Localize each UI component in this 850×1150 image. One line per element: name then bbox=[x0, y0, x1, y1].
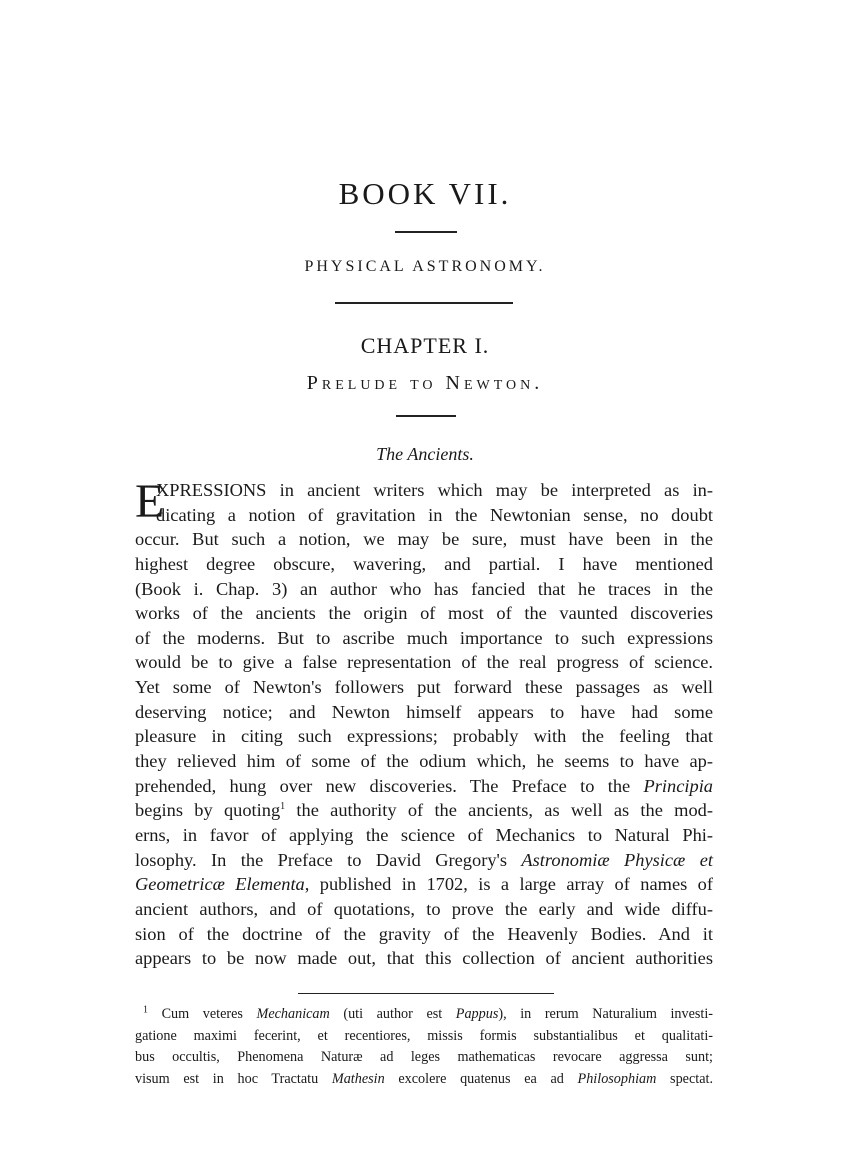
book-title: BOOK VII. bbox=[338, 176, 512, 211]
body-line: they relieved him of some of the odium which, he seems to have ap- bbox=[135, 751, 713, 772]
footnote-reference: 1 bbox=[280, 801, 286, 813]
astronomiae-italic: Astronomiæ Physicæ et bbox=[521, 849, 713, 870]
footnote-italic: Pappus bbox=[455, 1006, 499, 1022]
section-title: The Ancients. bbox=[376, 444, 474, 464]
footnote-text: spectat. bbox=[656, 1070, 713, 1087]
body-line-text: , published in 1702, is a large array of names of bbox=[304, 874, 714, 895]
body-text bbox=[135, 475, 714, 971]
body-line: appears to be now made out, that this collection of ancient authorities bbox=[135, 948, 713, 969]
drop-cap: E bbox=[135, 475, 165, 528]
footnote-text: ), in rerum Naturalium investi- bbox=[498, 1006, 714, 1022]
body-line bbox=[135, 872, 713, 897]
footnote-line bbox=[135, 1004, 713, 1026]
body-line-text: the authority of the ancients, as well as the mod- bbox=[285, 800, 713, 821]
body-line: erns, in favor of applying the science of Mechanics to Natural Phi- bbox=[135, 824, 713, 845]
footnote-line: gatione maximi fecerint, et recentiores, missis formis substantialibus et qualitati- bbox=[135, 1027, 713, 1044]
footnote-line: bus occultis, Phenomena Naturæ ad leges mathematicas revocare aggressa sunt; bbox=[135, 1049, 713, 1065]
body-line-text: begins by quoting bbox=[135, 800, 281, 821]
footnote-text: visum est in hoc Tractatu bbox=[135, 1070, 332, 1087]
footnote-line bbox=[135, 1069, 713, 1091]
body-line-text: losophy. In the Preface to David Gregory's bbox=[135, 849, 522, 870]
body-line: XPRESSIONS in ancient writers which may be interpreted as in- bbox=[156, 480, 713, 500]
part-divider bbox=[335, 302, 513, 304]
footnote-text: Cum veteres bbox=[148, 1006, 257, 1022]
principia-italic: Principia bbox=[643, 775, 713, 796]
chapter-divider bbox=[396, 415, 456, 417]
body-line: would be to give a false representation of the real progress of science. bbox=[135, 652, 713, 673]
body-line: deserving notice; and Newton himself appears to have had some bbox=[135, 701, 713, 722]
title-divider bbox=[395, 231, 457, 233]
footnote-text: excolere quatenus ea ad bbox=[384, 1070, 578, 1087]
footnote-italic: Philosophiam bbox=[577, 1070, 657, 1087]
body-line: (Book i. Chap. 3) an author who has fancied that he traces in the bbox=[135, 578, 713, 599]
body-line-text: prehended, hung over new discoveries. The Preface to the bbox=[135, 775, 644, 796]
body-line: Yet some of Newton's followers put forward these passages as well bbox=[135, 677, 713, 698]
footnote-italic: Mechanicam bbox=[256, 1006, 330, 1022]
body-line: of the moderns. But to ascribe much importance to such expressions bbox=[135, 627, 713, 648]
footnote-italic: Mathesin bbox=[331, 1070, 385, 1087]
body-line: works of the ancients the origin of most of the vaunted discoveries bbox=[135, 603, 713, 624]
body-line: ancient authors, and of quotations, to prove the early and wide diffu- bbox=[135, 898, 713, 919]
footnote bbox=[135, 1004, 713, 1090]
body-line: dicating a notion of gravitation in the Newtonian sense, no doubt bbox=[156, 504, 713, 525]
body-line bbox=[135, 848, 713, 873]
chapter-subtitle: Prelude to Newton. bbox=[306, 372, 544, 394]
body-line bbox=[135, 774, 713, 799]
footnote-mark: 1 bbox=[143, 1004, 148, 1016]
geometricae-italic: Geometricæ Elementa bbox=[135, 874, 305, 895]
body-line bbox=[135, 798, 713, 823]
part-title: PHYSICAL ASTRONOMY. bbox=[304, 258, 546, 275]
footnote-text: (uti author est bbox=[329, 1006, 456, 1022]
body-line: pleasure in citing such expressions; probably with the feeling that bbox=[135, 726, 713, 747]
footnote-divider bbox=[298, 993, 554, 994]
body-line: occur. But such a notion, we may be sure, must have been in the bbox=[135, 529, 713, 550]
chapter-title: CHAPTER I. bbox=[360, 333, 490, 358]
body-line: highest degree obscure, wavering, and partial. I have mentioned bbox=[135, 553, 713, 574]
body-line: sion of the doctrine of the gravity of the Heavenly Bodies. And it bbox=[135, 923, 713, 944]
